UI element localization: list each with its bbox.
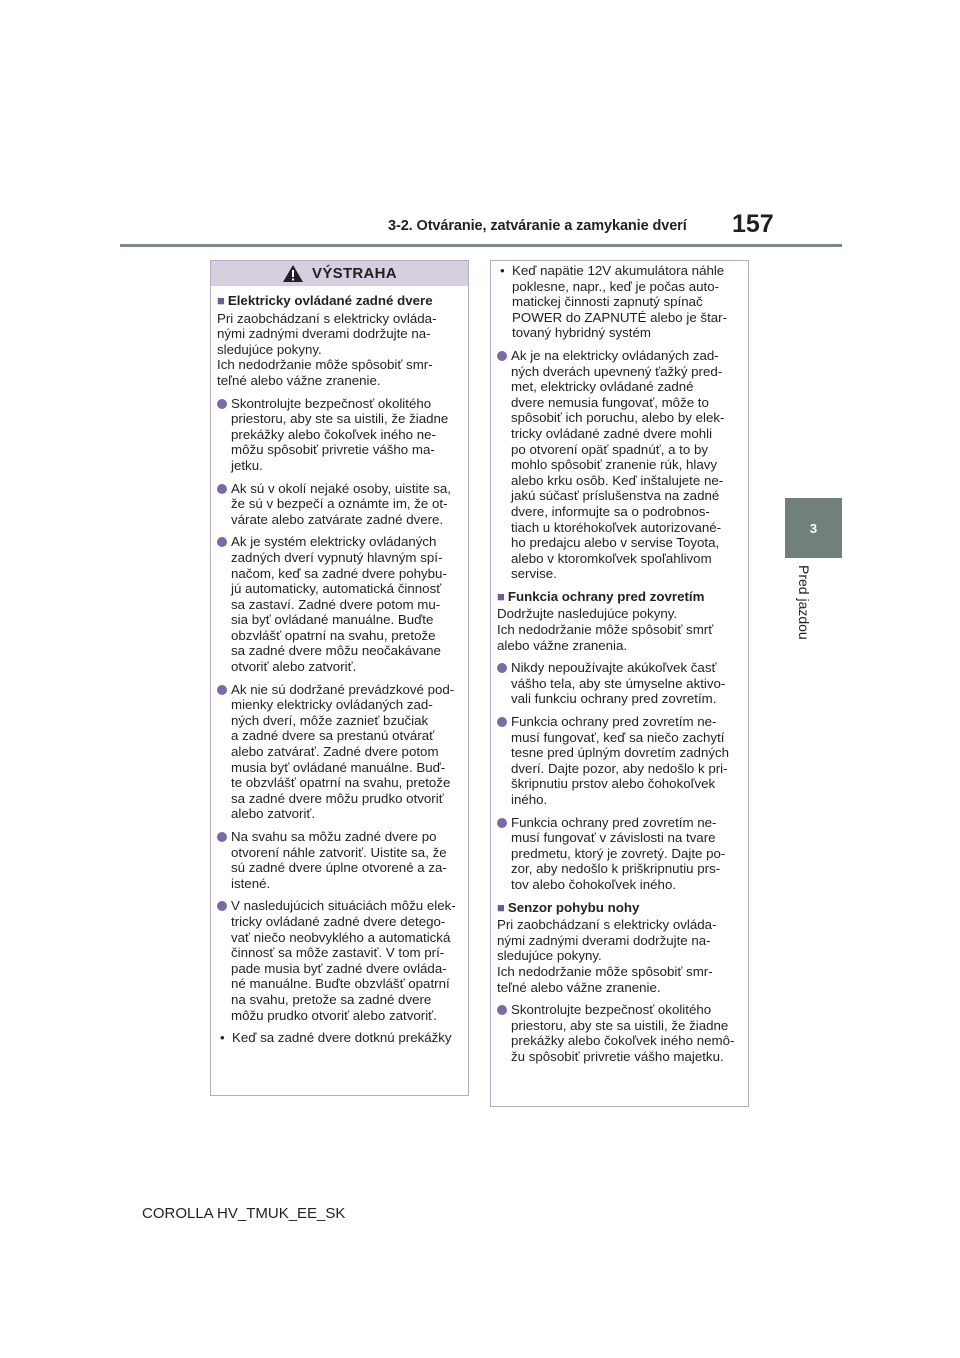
list-item xyxy=(217,829,462,891)
circle-bullet-icon xyxy=(217,399,227,409)
warning-triangle-icon xyxy=(282,264,304,283)
square-bullet-icon: ■ xyxy=(217,293,225,308)
list-item xyxy=(217,396,462,474)
square-bullet-icon: ■ xyxy=(497,588,505,604)
circle-bullet-icon xyxy=(217,901,227,911)
header-rule xyxy=(120,244,842,247)
dash-item-text: Keď sa zadné dvere dotknú prekážky xyxy=(232,1030,452,1046)
list-item xyxy=(217,534,462,674)
list-item xyxy=(217,481,462,528)
circle-bullet-icon xyxy=(217,537,227,547)
warning-box-left xyxy=(210,260,469,1096)
circle-bullet-icon xyxy=(217,832,227,842)
list-item-text: V nasledujúcich situáciách môžu elek- tricky ovládané zadné dvere detego- vať niečo neobvyklého a automatická činnosť sa môže zastaviť. V tom prí- pade musia byť zadné dvere ovláda- né manuálne. Buďte obzvlášť opatrní na svahu, pretože sa zadné dvere môžu prudko otvoriť alebo zatvoriť. xyxy=(231,898,456,1023)
section-title: 3-2. Otváranie, zatváranie a zamykanie dverí xyxy=(388,218,687,234)
list-item xyxy=(497,714,742,808)
dash-item xyxy=(217,1030,462,1046)
circle-bullet-icon xyxy=(497,351,507,361)
subheading-text: Senzor pohybu nohy xyxy=(507,899,640,915)
warning-box-right xyxy=(490,260,749,1107)
dash-item-text: Keď napätie 12V akumulátora náhle poklesne, napr., keď je počas auto- matickej činnosti zapnutý spínač POWER do ZAPNUTÉ alebo je štar- tovaný hybridný systém xyxy=(512,263,728,341)
page-number: 157 xyxy=(732,210,774,238)
chapter-title: Pred jazdou xyxy=(796,565,812,640)
list-item xyxy=(217,682,462,822)
circle-bullet-icon xyxy=(497,1005,507,1015)
circle-bullet-icon xyxy=(497,717,507,727)
warning-title: VÝSTRAHA xyxy=(312,265,397,282)
list-item-text: Ak je systém elektricky ovládaných zadných dverí vypnutý hlavným spí- načom, keď sa zadné dvere pohybu- jú automaticky, automatická činnosť sa zastaví. Zadné dvere potom mu- sia byť ovládané manuálne. Buďte obzvlášť opatrní na svahu, pretože sa zadné dvere môžu neočakávane otvoriť alebo zatvoriť. xyxy=(231,534,447,675)
list-item-text: Nikdy nepoužívajte akúkoľvek časť vášho tela, aby ste úmyselne aktivo- vali funkciu ochrany pred zovretím. xyxy=(511,660,726,707)
circle-bullet-icon xyxy=(497,663,507,673)
subheading xyxy=(497,589,742,605)
list-item-text: Ak sú v okolí nejaké osoby, uistite sa, že sú v bezpečí a oznámte im, že ot- várate alebo zatvárate zadné dvere. xyxy=(231,480,452,527)
list-item-text: Funkcia ochrany pred zovretím ne- musí fungovať v závislosti na tvare predmetu, ktorý je zovretý. Dajte po- zor, aby nedošlo k priškripnutiu prs- tov alebo čohokoľvek iného. xyxy=(511,814,726,892)
circle-bullet-icon xyxy=(497,818,507,828)
list-item-text: Skontrolujte bezpečnosť okolitého priestoru, aby ste sa uistili, že žiadne prekážky alebo čokoľvek iného nemô- žu spôsobiť privretie vášho majetku. xyxy=(511,1002,735,1064)
subheading-text: Funkcia ochrany pred zovretím xyxy=(507,588,705,604)
list-item xyxy=(217,898,462,1023)
list-item-text: Funkcia ochrany pred zovretím ne- musí fungovať, keď sa niečo zachytí tesne pred úplným dovretím zadných dverí. Dajte pozor, aby nedošlo k pri- škripnutiu prstov alebo čohokoľvek iného. xyxy=(511,714,730,807)
list-item-text: Ak je na elektricky ovládaných zad- ných dverách upevnený ťažký pred- met, elektricky ovládané zadné dvere nemusia fungovať, môže to spôsobiť ich poruchu, alebo by elek- tricky ovládané zadné dvere mohli po otvorení opäť spadnúť, a to by mohlo spôsobiť zranenie rúk, hlavy alebo krku osôb. Keď inštalujete ne- jakú súčasť príslušenstva na zadné dvere, informujte sa o podrobnos- tiach u ktoréhokoľvek autorizované- ho predajcu alebo v servise Toyota, alebo v ktoromkoľvek spoľahlivom servise. xyxy=(511,347,725,582)
document-footer: COROLLA HV_TMUK_EE_SK xyxy=(142,1205,346,1222)
square-bullet-icon: ■ xyxy=(497,899,505,915)
dash-item xyxy=(497,263,742,341)
list-item xyxy=(497,348,742,582)
dash-bullet: • xyxy=(220,1030,225,1046)
list-item xyxy=(497,1002,742,1064)
intro-paragraph: Pri zaobchádzaní s elektricky ovláda- nými zadnými dverami dodržujte na- sledujúce pokyny. Ich nedodržanie môže spôsobiť smr- teľné alebo vážne zranenie. xyxy=(497,917,717,995)
subheading-text: Elektricky ovládané zadné dvere xyxy=(227,293,433,308)
circle-bullet-icon xyxy=(217,484,227,494)
list-item xyxy=(497,815,742,893)
circle-bullet-icon xyxy=(217,685,227,695)
subheading xyxy=(217,293,462,309)
subheading xyxy=(497,900,742,916)
list-item-text: Na svahu sa môžu zadné dvere po otvorení náhle zatvoriť. Uistite sa, že sú zadné dvere úplne otvorené a za- istené. xyxy=(231,829,447,891)
intro-paragraph: Pri zaobchádzaní s elektricky ovláda- nými zadnými dverami dodržujte na- sledujúce pokyny. Ich nedodržanie môže spôsobiť smr- teľné alebo vážne zranenie. xyxy=(217,310,437,388)
chapter-number: 3 xyxy=(809,520,818,536)
list-item-text: Ak nie sú dodržané prevádzkové pod- mienky elektricky ovládaných zad- ných dverí, môže zaznieť bzučiak a zadné dvere sa prestanú otvárať alebo zatvárať. Zadné dvere potom musia byť ovládané manuálne. Buď- te obzvlášť opatrní na svahu, pretože sa zadné dvere môžu prudko otvoriť alebo zatvoriť. xyxy=(231,681,455,822)
list-item-text: Skontrolujte bezpečnosť okolitého priestoru, aby ste sa uistili, že žiadne prekážky alebo čokoľvek iného ne- môžu spôsobiť privretie vášho ma- jetku. xyxy=(231,395,449,473)
chapter-tab xyxy=(785,498,842,558)
warning-title-bar xyxy=(211,261,468,286)
intro-paragraph: Dodržujte nasledujúce pokyny. Ich nedodržanie môže spôsobiť smrť alebo vážne zranenia. xyxy=(497,606,714,653)
dash-bullet: • xyxy=(500,263,505,278)
list-item xyxy=(497,660,742,707)
